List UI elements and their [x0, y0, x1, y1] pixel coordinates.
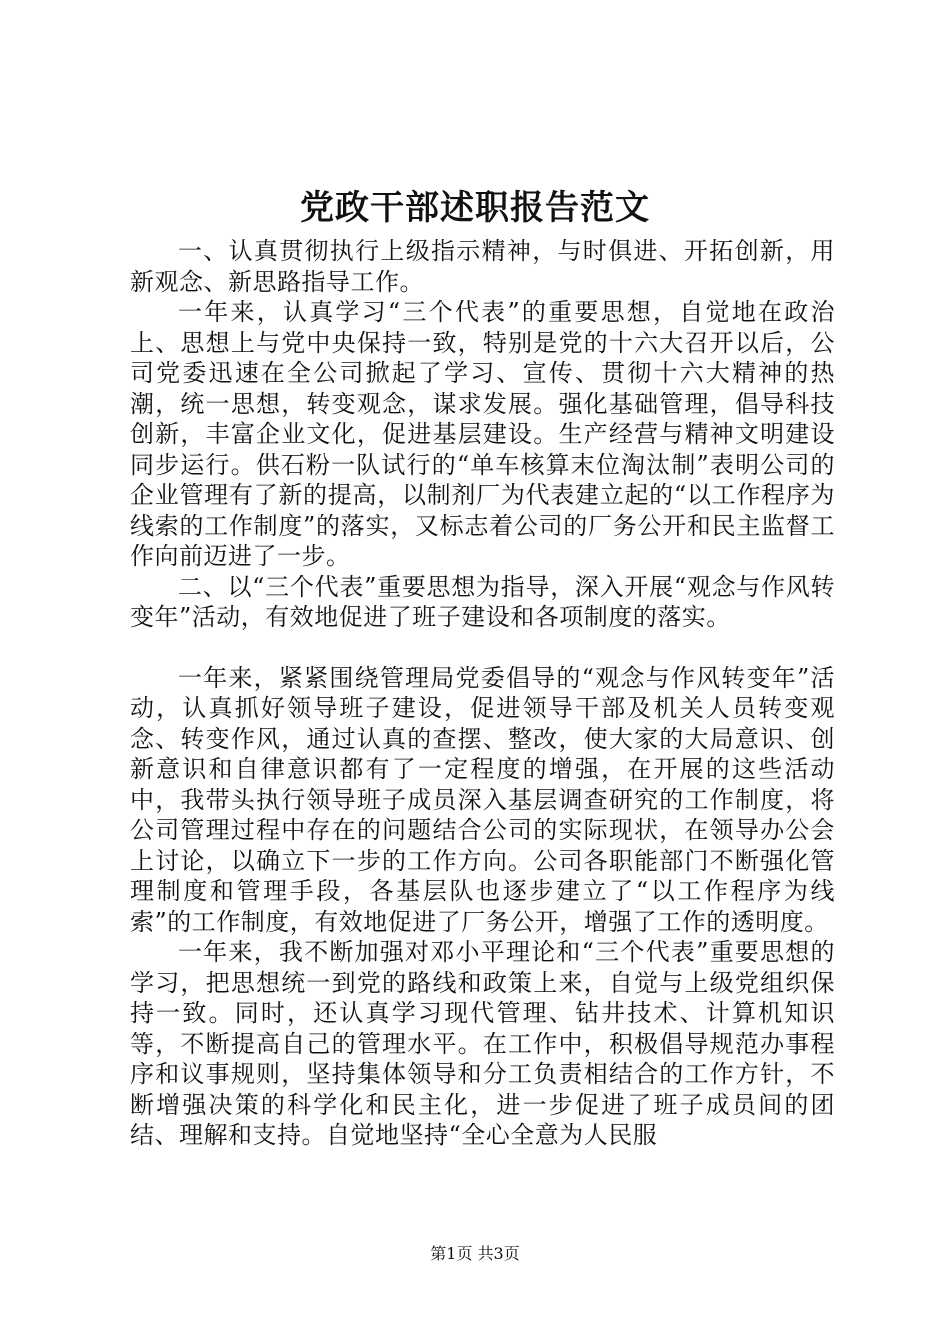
- paragraph-section-two-body: 一年来，紧紧围绕管理局党委倡导的“观念与作风转变年”活动，认真抓好领导班子建设，促进领导干部及机关人员转变观念、转变作风，通过认真的查摆、整改，使大家的大局意识、创新意识和自律意识都有了一定程度的增强，在开展的这些活动中，我带头执行领导班子成员深入基层调查研究的工作制度，将公司管理过程中存在的问题结合公司的实际现状，在领导办公会上讨论，以确立下一步的工作方向。公司各职能部门不断强化管理制度和管理手段，各基层队也逐步建立了“以工作程序为线索”的工作制度，有效地促进了厂务公开，增强了工作的透明度。: [130, 663, 835, 936]
- document-body: [130, 236, 835, 1151]
- paragraph-section-two-study: 一年来，我不断加强对邓小平理论和“三个代表”重要思想的学习，把思想统一到党的路线和政策上来，自觉与上级党组织保持一致。同时，还认真学习现代管理、钻井技术、计算机知识等，不断提高自己的管理水平。在工作中，积极倡导规范办事程序和议事规则，坚持集体领导和分工负责相结合的工作方针，不断增强决策的科学化和民主化，进一步促进了班子成员间的团结、理解和支持。自觉地坚持“全心全意为人民服: [130, 938, 835, 1149]
- paragraph-section-one-heading: 一、认真贯彻执行上级指示精神，与时俱进、开拓创新，用新观念、新思路指导工作。: [130, 237, 835, 296]
- document-title: 党政干部述职报告范文: [300, 188, 650, 228]
- paragraph-section-one-body: 一年来，认真学习“三个代表”的重要思想，自觉地在政治上、思想上与党中央保持一致，特别是党的十六大召开以后，公司党委迅速在全公司掀起了学习、宣传、贯彻十六大精神的热潮，统一思想，转变观念，谋求发展。强化基础管理，倡导科技创新，丰富企业文化，促进基层建设。生产经营与精神文明建设同步运行。供石粉一队试行的“单车核算末位淘汰制”表明公司的企业管理有了新的提高，以制剂厂为代表建立起的“以工作程序为线索的工作制度”的落实，又标志着公司的厂务公开和民主监督工作向前迈进了一步。: [130, 298, 835, 570]
- paragraph-section-two-heading: 二、以“三个代表”重要思想为指导，深入开展“观念与作风转变年”活动，有效地促进了班子建设和各项制度的落实。: [130, 572, 835, 631]
- page-number-footer: 第1页 共3页: [430, 1244, 520, 1263]
